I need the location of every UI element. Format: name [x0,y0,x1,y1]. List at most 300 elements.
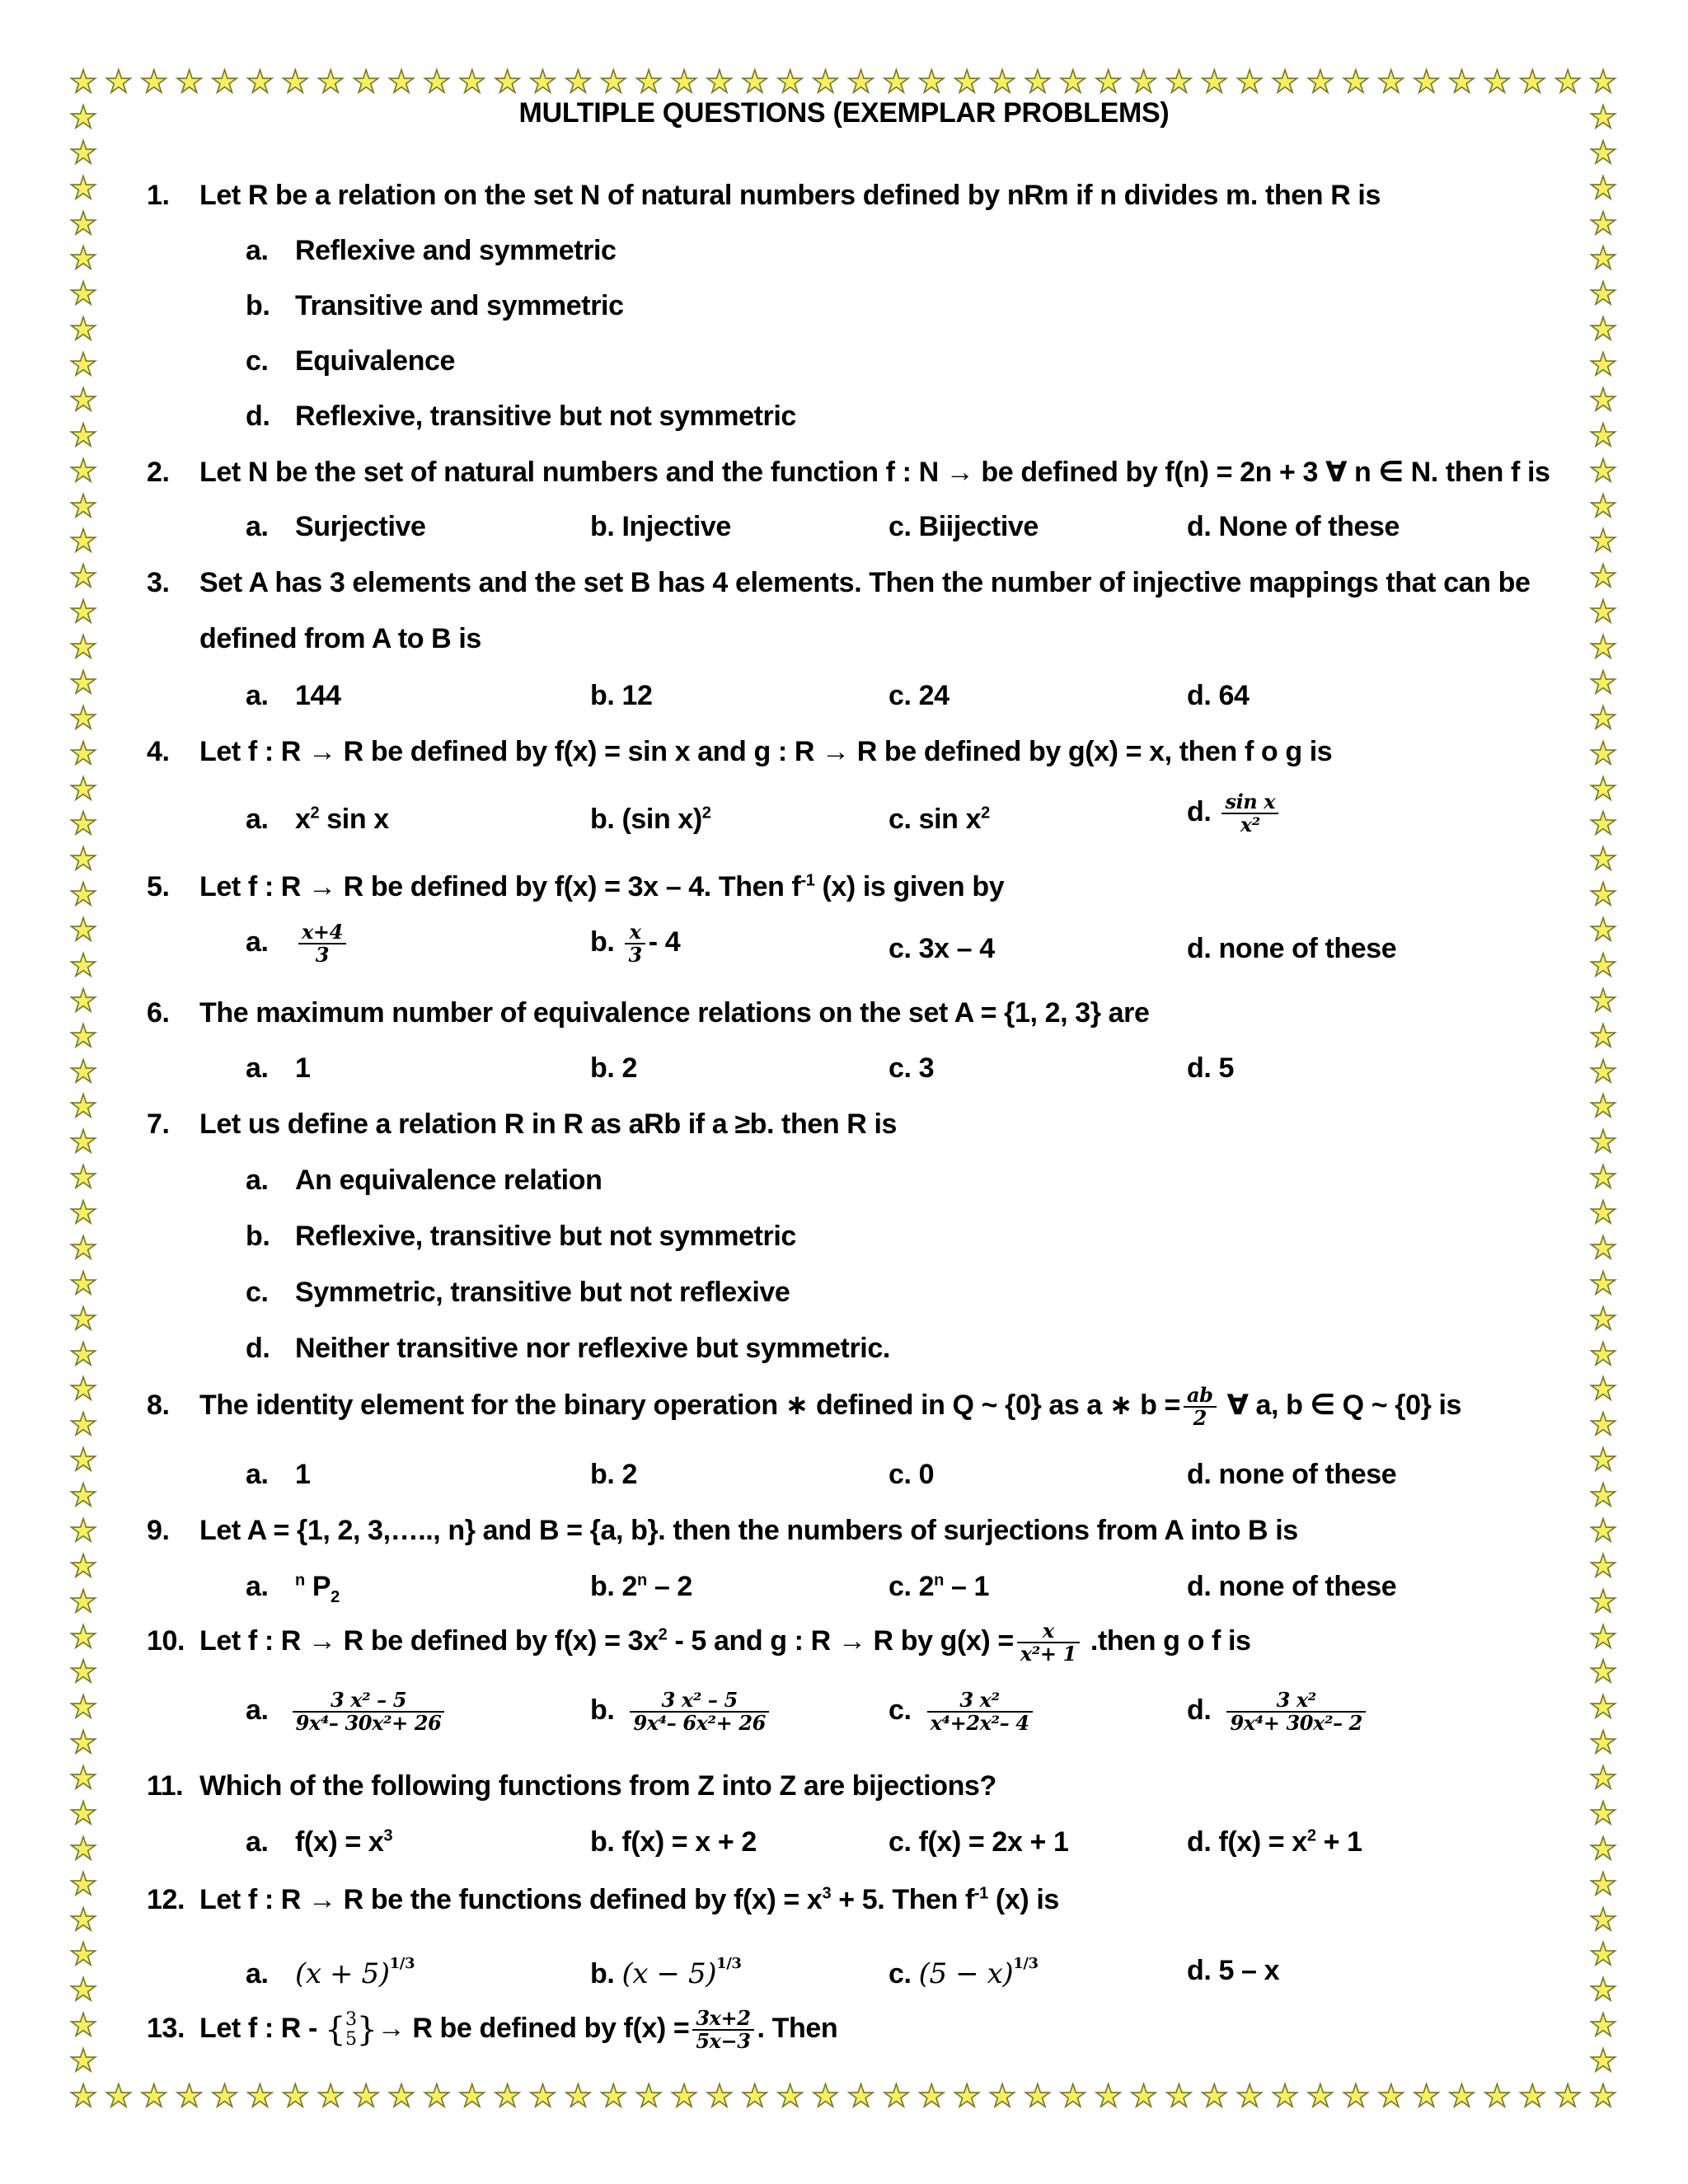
question-number: 4. [147,736,170,767]
excluded-fraction [345,2010,357,2050]
option-text: (sin x) [621,804,702,835]
star-icon: ★ [69,1123,98,1160]
star-icon: ★ [635,63,663,100]
option-1c [246,345,455,377]
star-icon: ★ [69,770,98,807]
option-label: b. [590,1826,615,1858]
star-icon: ★ [1058,63,1087,100]
option-label: d. [246,1333,270,1364]
star-icon: ★ [69,1371,98,1408]
denominator: 5x−3 [696,2029,751,2053]
star-icon: ★ [1589,1900,1618,1938]
star-icon: ★ [1589,1582,1618,1619]
subscript: 2 [331,1587,340,1606]
star-icon: ★ [1200,2078,1229,2114]
star-icon: ★ [1271,63,1300,100]
star-icon: ★ [69,487,98,524]
option-9a [246,1571,340,1607]
left-brace: { [324,2011,346,2049]
star-icon: ★ [1129,63,1158,100]
option-label: c. [889,1826,912,1858]
option-text: 5 [1218,1052,1234,1084]
option-text: 24 [918,680,950,711]
numerator: sin x [1221,791,1278,814]
star-icon: ★ [1589,2078,1618,2114]
star-icon: ★ [69,1052,98,1090]
exponent: 2 [658,1625,668,1644]
option-label: c. [889,933,912,964]
star-icon: ★ [987,2078,1017,2114]
star-icon: ★ [387,2078,416,2114]
star-icon: ★ [69,912,98,949]
option-label: a. [246,235,269,266]
denominator: x² [1240,813,1260,837]
numerator: x+4 [298,921,346,944]
star-icon: ★ [1483,2078,1512,2114]
star-icon: ★ [1589,1830,1618,1867]
star-icon: ★ [1023,2078,1052,2114]
star-icon: ★ [69,876,98,913]
option-text: 144 [295,680,341,711]
star-icon: ★ [69,1653,98,1690]
option-text: sin x [319,804,389,835]
star-icon: ★ [493,63,522,100]
option-label: a. [246,926,269,958]
question-text: ∀ a, b ∈ Q ~ {0} is [1219,1389,1462,1421]
option-5a [246,921,349,966]
option-label: b. [590,1459,615,1490]
star-icon: ★ [1200,63,1229,100]
option-label: b. [246,1221,270,1252]
star-icon: ★ [1589,1477,1618,1514]
star-icon: ★ [69,1865,98,1902]
option-text: + 1 [1315,1826,1362,1858]
question-number: 12. [147,1884,185,1915]
star-icon: ★ [281,63,310,100]
star-icon: ★ [705,63,734,100]
exponent: 2 [701,804,711,823]
option-text: Symmetric, transitive but not reflexive [295,1277,790,1308]
question-text: (x) is given by [814,871,1005,902]
option-text: Transitive and symmetric [295,290,624,321]
denominator: 9x⁴+ 30x²– 2 [1230,1711,1362,1735]
option-label: a. [246,1571,269,1602]
denominator: x⁴+2x²– 4 [930,1711,1029,1735]
option-label: d. [1187,1826,1212,1858]
star-icon: ★ [1589,1406,1618,1443]
star-icon: ★ [1376,2078,1405,2114]
option-label: d. [1187,1052,1212,1084]
star-icon: ★ [69,629,98,666]
star-icon: ★ [1589,240,1618,277]
star-icon: ★ [846,63,875,100]
option-label: b. [590,680,615,711]
star-icon: ★ [422,63,451,100]
option-3c [889,680,950,712]
star-icon: ★ [1589,1335,1618,1372]
question-text: Let f : R → R be defined by f(x) = 3x [199,1624,659,1657]
star-icon: ★ [1129,2078,1158,2114]
option-text: None of these [1218,511,1400,542]
star-icon: ★ [316,63,345,100]
star-icon: ★ [670,2078,699,2114]
star-icon: ★ [69,1547,98,1584]
star-icon: ★ [69,1900,98,1938]
option-label: c. [246,1277,269,1308]
question-4 [147,736,1332,768]
star-icon: ★ [1589,452,1618,489]
option-11d [1187,1826,1362,1858]
exponent: 3 [822,1884,832,1903]
star-icon: ★ [811,2078,840,2114]
star-icon: ★ [740,63,769,100]
question-text: (x) is [987,1884,1059,1915]
star-icon: ★ [1589,1371,1618,1408]
option-9c [889,1571,989,1603]
option-label: c. [889,1052,912,1084]
option-text: 2 [621,1571,637,1602]
question-number: 3. [147,567,170,598]
option-label: b. [246,290,270,321]
superscript: n [295,1571,305,1590]
option-text: Neither transitive nor reflexive but symmetric. [295,1333,890,1364]
star-icon: ★ [1589,1760,1618,1797]
star-icon: ★ [69,416,98,453]
option-6b [590,1052,637,1085]
star-icon: ★ [69,1582,98,1619]
option-text: none of these [1218,1459,1397,1490]
question-13 [147,2008,837,2052]
star-icon: ★ [1589,1618,1618,1655]
star-icon: ★ [953,63,982,100]
star-icon: ★ [493,2078,522,2114]
option-label: d. [1187,1459,1212,1490]
star-icon: ★ [69,1229,98,1266]
option-label: d. [1187,680,1212,711]
option-label: b. [590,511,615,542]
option-7b [246,1221,796,1253]
exponent: 2 [1306,1826,1316,1845]
star-icon: ★ [69,63,98,100]
option-text: 12 [621,680,653,711]
option-label: d. [1187,511,1212,542]
option-label: c. [889,1571,912,1602]
option-text: (x − 5) [621,1957,717,1990]
option-7d [246,1333,890,1365]
star-icon: ★ [1306,2078,1334,2114]
option-label: a. [246,1694,269,1726]
option-text: Equivalence [295,345,456,377]
option-label: a. [246,1165,269,1196]
option-label: a. [246,511,269,542]
option-text: 5 – x [1218,1955,1280,1986]
star-icon: ★ [1589,1511,1618,1549]
option-label: c. [889,1958,912,1990]
star-icon: ★ [352,63,381,100]
exponent: 2 [981,804,990,823]
star-icon: ★ [69,946,98,983]
star-icon: ★ [1023,63,1052,100]
question-text: Let R be a relation on the set N of natural numbers defined by nRm if n divides m. then R is [199,180,1381,211]
star-icon: ★ [1412,63,1441,100]
star-icon: ★ [1589,1794,1618,1831]
star-icon: ★ [917,2078,946,2114]
star-icon: ★ [69,381,98,418]
star-icon: ★ [1589,629,1618,666]
star-icon: ★ [1058,2078,1087,2114]
star-icon: ★ [1589,1971,1618,2008]
star-icon: ★ [811,63,840,100]
option-text: An equivalence relation [295,1165,603,1196]
fraction [1184,1385,1217,1429]
question-text: Set A has 3 elements and the set B has 4 elements. Then the number of injective mappings that can be [199,567,1531,598]
star-icon: ★ [1589,523,1618,560]
star-icon: ★ [1589,169,1618,206]
question-text: Let f : R → R be defined by f(x) = sin x and g : R → R be defined by g(x) = x, then f o g is [199,736,1333,767]
option-8c [889,1459,934,1491]
option-text: Reflexive, transitive but not symmetric [295,401,796,432]
fraction [293,1690,445,1734]
star-icon: ★ [917,63,946,100]
question-text: .then g o f is [1082,1624,1251,1657]
fraction [1226,1690,1365,1734]
option-6a [246,1052,311,1085]
option-10a [246,1690,448,1734]
star-icon: ★ [1518,2078,1547,2114]
denominator: x²+ 1 [1020,1642,1076,1666]
option-5c [889,933,995,965]
question-number: 9. [147,1515,170,1546]
star-icon: ★ [69,1689,98,1726]
star-icon: ★ [1236,2078,1264,2114]
exponent: n [636,1571,647,1590]
star-icon: ★ [69,1335,98,1372]
option-label: d. [1187,1571,1212,1602]
star-icon: ★ [175,2078,204,2114]
star-icon: ★ [564,2078,593,2114]
star-icon: ★ [1589,663,1618,701]
star-icon: ★ [1589,275,1618,312]
star-icon: ★ [457,2078,486,2114]
option-2c [889,511,1039,543]
star-icon: ★ [987,63,1017,100]
star-icon: ★ [705,2078,734,2114]
numerator: 3 x² [927,1690,1033,1713]
option-4a [246,804,389,836]
option-text: Surjective [295,511,426,542]
option-label: b. [590,1052,615,1084]
star-icon: ★ [69,240,98,277]
star-icon: ★ [1447,63,1476,100]
option-12a [246,1955,415,1990]
star-icon: ★ [69,452,98,489]
option-text: - 4 [648,926,681,958]
option-text: Biijective [918,511,1039,542]
option-11b [590,1826,757,1858]
option-label: a. [246,1958,269,1990]
star-icon: ★ [69,982,98,1019]
star-icon: ★ [69,1441,98,1479]
exponent: n [934,1571,944,1590]
star-icon: ★ [1589,734,1618,771]
option-12d [1187,1955,1279,1987]
exponent: 1/3 [716,1955,742,1972]
question-text: - 5 and g : R → R by g(x) = [667,1624,1014,1657]
star-icon: ★ [69,169,98,206]
star-icon: ★ [69,1936,98,1973]
option-label: b. [590,1958,615,1990]
option-2b [590,511,731,543]
star-icon: ★ [1589,946,1618,983]
star-icon: ★ [69,1760,98,1797]
option-6d [1187,1052,1234,1085]
star-icon: ★ [1589,2007,1618,2044]
star-icon: ★ [1589,1194,1618,1231]
option-label: c. [889,804,912,835]
option-text: 0 [918,1459,935,1490]
star-icon: ★ [1341,2078,1370,2114]
option-7a [246,1165,602,1197]
question-number: 1. [147,180,170,211]
star-icon: ★ [69,593,98,630]
star-icon: ★ [953,2078,982,2114]
star-icon: ★ [1589,982,1618,1019]
star-icon: ★ [1589,770,1618,807]
option-2d [1187,511,1400,543]
star-icon: ★ [1589,1017,1618,1054]
option-4d [1187,791,1282,836]
star-icon: ★ [69,1830,98,1867]
option-label: b. [590,804,615,835]
option-9d [1187,1571,1396,1603]
star-icon: ★ [69,1300,98,1337]
star-icon: ★ [69,734,98,771]
option-3d [1187,680,1250,712]
option-1b [246,290,624,322]
star-icon: ★ [740,2078,769,2114]
star-icon: ★ [599,2078,628,2114]
question-text: Which of the following functions from Z into Z are bijections? [199,1770,996,1802]
option-text: none of these [1218,1571,1397,1602]
star-icon: ★ [69,1618,98,1655]
option-label: d. [1187,1955,1212,1986]
star-icon: ★ [1341,63,1370,100]
exponent: 1/3 [389,1955,415,1972]
option-text: Reflexive, transitive but not symmetric [295,1221,796,1252]
option-text: 2 [621,1052,637,1084]
star-icon: ★ [69,523,98,560]
star-icon: ★ [1589,1088,1618,1125]
star-icon: ★ [1236,63,1264,100]
exponent: -1 [973,1884,988,1903]
star-icon: ★ [1589,1689,1618,1726]
star-icon: ★ [1518,63,1547,100]
option-text: 2 [918,1571,935,1602]
denominator: 9x⁴– 30x²+ 26 [295,1711,442,1735]
denominator: 2 [1193,1406,1207,1430]
option-label: b. [590,1694,615,1726]
star-icon: ★ [1165,2078,1193,2114]
star-icon: ★ [1447,2078,1476,2114]
exponent: 1/3 [1013,1955,1039,1972]
fraction [1017,1620,1080,1665]
option-8a [246,1459,311,1491]
star-icon: ★ [69,1971,98,2008]
question-1 [147,180,1381,212]
option-11c [889,1826,1069,1858]
question-7 [147,1108,897,1141]
page-title: MULTIPLE QUESTIONS (EXEMPLAR PROBLEMS) [518,97,1170,129]
star-icon: ★ [1589,1123,1618,1160]
option-1a [246,235,617,267]
option-text: Injective [621,511,731,542]
option-text: – 2 [646,1571,692,1602]
option-text: 2 [621,1459,637,1490]
star-icon: ★ [281,2078,310,2114]
option-1d [246,401,796,433]
option-text: P [304,1571,331,1602]
question-11 [147,1770,996,1802]
option-text: 64 [1218,680,1250,711]
fraction [1221,791,1278,836]
option-3a [246,680,341,712]
numerator: ab [1184,1385,1217,1408]
question-number: 7. [147,1108,170,1140]
option-label: a. [246,680,269,711]
star-icon: ★ [1094,2078,1123,2114]
star-icon: ★ [352,2078,381,2114]
star-icon: ★ [1589,1653,1618,1690]
fraction [625,921,645,966]
star-icon: ★ [69,2042,98,2079]
star-icon: ★ [1589,63,1618,100]
star-icon: ★ [882,2078,911,2114]
question-text: The identity element for the binary operation ∗ defined in Q ~ {0} as a ∗ b = [199,1389,1180,1421]
star-icon: ★ [1589,593,1618,630]
question-text: Let f : R - [199,2012,317,2044]
star-icon: ★ [457,63,486,100]
question-text: . Then [757,2012,838,2044]
star-icon: ★ [69,346,98,383]
star-icon: ★ [1483,63,1512,100]
star-icon: ★ [1589,1865,1618,1902]
star-icon: ★ [210,2078,239,2114]
star-icon: ★ [1554,2078,1582,2114]
star-icon: ★ [139,2078,168,2114]
star-icon: ★ [246,2078,274,2114]
numerator: 3 x² [1226,1690,1365,1713]
star-icon: ★ [528,2078,557,2114]
star-icon: ★ [1589,1441,1618,1479]
star-icon: ★ [670,63,699,100]
star-icon: ★ [69,98,98,135]
option-8b [590,1459,637,1491]
question-number: 13. [147,2012,185,2044]
option-text: (x + 5) [295,1957,390,1990]
star-icon: ★ [69,841,98,878]
numerator: 3 x² – 5 [630,1690,768,1713]
option-text: (5 − x) [918,1957,1014,1990]
option-text: f(x) = x [1218,1826,1307,1858]
option-text: f(x) = x + 2 [621,1826,757,1858]
numerator: 3x+2 [692,2008,753,2031]
option-label: a. [246,804,269,835]
numerator: x [1017,1620,1080,1643]
star-icon: ★ [69,1511,98,1549]
question-number: 2. [147,457,170,488]
option-label: a. [246,1826,269,1858]
question-2 [147,456,1550,489]
